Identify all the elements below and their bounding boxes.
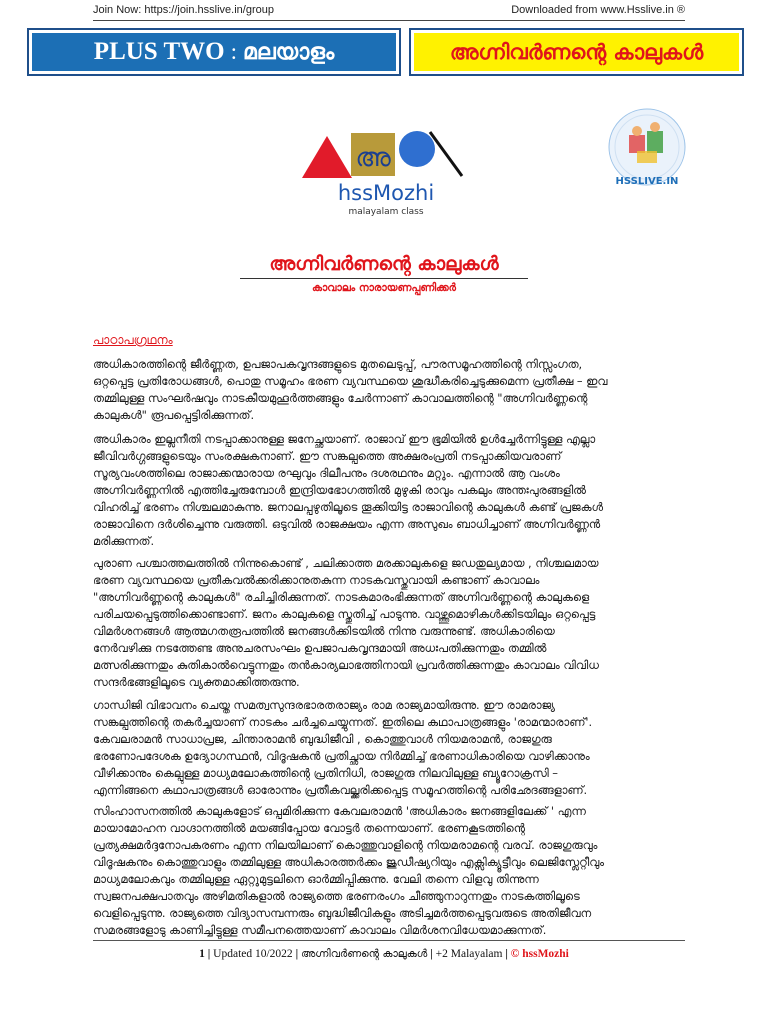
course-label: PLUS TWO — [93, 38, 225, 65]
blue-circle — [399, 131, 435, 167]
subject-label: മലയാളം — [243, 39, 335, 65]
paragraph-line: രാജാവിനെ ദർശിച്ചെന്നു വരുത്തി. ഒടുവിൽ രാജക്ഷയം എന്ന അസുഖം ബാധിച്ചാണ് അഗ്നിവർണ്ണൻ — [93, 517, 601, 531]
page-number: 1 — [199, 948, 205, 960]
course-banner — [27, 28, 401, 76]
footer-chapter: അഗ്നിവർണന്റെ കാലുകൾ — [300, 948, 428, 960]
paragraph-line: വിഹരിച്ച് ഭരണം നിശ്ചലമാകുന്നു. ജനാലപ്പഴുതിലൂടെ തൂക്കിയിട്ട രാജാവിന്റെ കാലുകൾ കണ്ട് പ്രജകൾ — [93, 500, 603, 514]
paragraph-line: അധികാരത്തിന്റെ ജീർണ്ണത, ഉപജാപകവൃന്ദങ്ങളുടെ മുതലെടുപ്പ്, പൗരസമൂഹത്തിന്റെ നിസ്സംഗത, — [93, 357, 583, 371]
paragraph-line: "അഗ്നിവർണ്ണന്റെ കാലുകൾ" രചിച്ചിരിക്കുന്നത്. നാടകമാരംഭിക്കുന്നത് അഗ്നിവർണ്ണന്റെ കാലുകളെ — [93, 590, 590, 604]
paragraph-line: മരിക്കുന്നത്. — [93, 534, 155, 548]
footer-brand: © hssMozhi — [510, 948, 569, 960]
logo-mark: അ — [355, 143, 391, 173]
footer-separator: | — [430, 948, 433, 960]
paragraph-4 — [93, 697, 686, 799]
document-title: അഗ്നിവർണന്റെ കാലുകൾ — [269, 253, 499, 275]
footer-separator: | — [505, 948, 508, 960]
triangle-shape — [302, 136, 352, 178]
logo-subtitle: malayalam class — [348, 207, 424, 217]
paragraph-line: ഒറ്റപ്പെട്ട പ്രതിരോധങ്ങൾ, പൊതു സമൂഹം ഭരണ വ്യവസ്ഥയെ ശുദ്ധീകരിച്ചെടുക്കുമെന്ന പ്രതീക്ഷ – ഇവ — [93, 374, 608, 388]
paragraph-line: സ്വജനപക്ഷപാതവും അഴിമതികളാൽ രാജ്യത്തെ ഭരണരംഗം ചീഞ്ഞുനാറുന്നതും നാടകത്തിലൂടെ — [93, 889, 580, 903]
footer-subject: +2 Malayalam — [435, 948, 503, 960]
page-footer — [0, 948, 768, 961]
paragraph-line: വീഴിക്കാനും കെല്പുള്ള മാധ്യമലോകത്തിന്റെ പ്രതിനിധി, രാജഗുരു നിലവിലുള്ള ബ്യൂറോക്രസി – — [93, 766, 558, 780]
paragraph-line: മായാമോഹന വാഗ്ദാനത്തിൽ മയങ്ങിപ്പോയ വോട്ടർ തന്നെയാണ്. ഭരണകൂടത്തിന്റെ — [93, 821, 525, 835]
paragraph-line: എന്നിങ്ങനെ കഥാപാത്രങ്ങൾ ഓരോന്നും പ്രതീകവല്ക്കരിക്കപ്പെട്ട സമൂഹത്തിന്റെ പരിഛേദങ്ങളാണ്. — [93, 783, 588, 797]
paragraph-line: മത്സരിക്കുന്നതും കുതികാൽവെട്ടുന്നതും തൻകാര്യലാഭത്തിനായി പ്രവർത്തിക്കുന്നതും കാവാലം വിവിധ — [93, 658, 599, 672]
paragraph-line: പുരാണ പശ്ചാത്തലത്തിൽ നിന്നുകൊണ്ട് , ചലിക്കാത്ത മരക്കാലുകളെ ജഡതുല്യമായ , നിശ്ചലമായ — [93, 556, 599, 570]
paragraph-line: ഭരണ വ്യവസ്ഥയെ പ്രതീകവൽക്കരിക്കാനുതകുന്ന നാടകവസ്തുവായി കണ്ടാണ് കാവാലം — [93, 573, 540, 587]
logo-name: hssMozhi — [337, 181, 435, 205]
chapter-banner — [409, 28, 744, 76]
footer-updated: Updated 10/2022 — [213, 948, 293, 960]
paragraph-line: നേർവഴിക്കു നടത്തേണ്ട അനുചരസംഘം ഉപജാപകവൃന്ദമായി അധഃപതിക്കുന്നതും തമ്മിൽ — [93, 641, 547, 655]
badge-label: HSSLIVE.IN — [615, 176, 679, 187]
paragraph-line: ഭരണോപദേശക ഉദ്യോഗസ്ഥൻ, വിദൂഷകൻ പ്രതിച്ഛായ നിർമ്മിച്ച് ഭരണാധികാരിയെ വാഴിക്കാനും — [93, 749, 590, 763]
footer-separator: | — [295, 948, 299, 960]
footer-divider — [93, 940, 685, 941]
paragraph-line: സമരങ്ങളോടു കാണിച്ചിട്ടുള്ള സമീപനത്തെയാണ് കാവാലം വിമർശനവിധേയമാക്കുന്നത്. — [93, 923, 547, 937]
author-name: കാവാലം നാരായണപ്പണിക്കർ — [311, 282, 457, 294]
chapter-label: അഗ്നിവർണന്റെ കാലുകൾ — [414, 33, 739, 71]
paragraph-line: വിദൂഷകനും കൊത്തുവാളും തമ്മിലുള്ള അധികാരത്തർക്കം ജുഡീഷ്യറിയും എക്സിക്യൂട്ടീവും ലെജിസ്ലേറ്റീവും — [93, 855, 604, 869]
paragraph-line: അഗ്നിവർണ്ണനിൽ എത്തിച്ചേരുമ്പോൾ ഇന്ദ്രിയഭോഗത്തിൽ മുഴുകി രാവും പകലും അന്തഃപുരങ്ങളിൽ — [93, 483, 586, 497]
paragraph-line: സൂര്യവംശത്തിലെ രാജാക്കന്മാരായ രഘുവും ദിലീപനും ദശരഥനും മറ്റും. എന്നാൽ ആ വംശം — [93, 466, 560, 480]
paragraph-line: സന്ദർഭങ്ങളിലൂടെ വ്യക്തമാക്കിത്തരുന്നു. — [93, 675, 300, 689]
paragraph-line: കാലുകൾ" രൂപപ്പെട്ടിരിക്കുന്നത്. — [93, 408, 255, 422]
paragraph-line: പരിചയപ്പെടുത്തിക്കൊണ്ടാണ്. ജനം കാലുകളെ സ്തുതിച്ച് പാടുന്നു. വാഴ്ത്തുമൊഴികൾക്കിടയിലും ഒറ്റപ്പെട്ട — [93, 607, 596, 621]
paragraph-line: വിമർശനങ്ങൾ ആത്മഗതരൂപത്തിൽ ജനങ്ങൾക്കിടയിൽ നിന്നു വരുന്നുണ്ട്. അധികാരിയെ — [93, 624, 555, 638]
paragraph-line: ഗാന്ധിജി വിഭാവനം ചെയ്ത സമത്വസുന്ദരഭാരതരാജ്യം രാമ രാജ്യമായിരുന്നു. ഈ രാമരാജ്യ — [93, 698, 555, 712]
paragraph-line: വെളിപ്പെടുന്നു. രാജ്യത്തെ വിദ്യാസമ്പന്നരും ബുദ്ധിജീവികളും അടിച്ചമർത്തപ്പെടുവരുടെ അതിജീവന — [93, 906, 592, 920]
paragraph-line: കേവലരാമൻ സാധാപ്രജ, ചിന്താരാമൻ ബുദ്ധിജീവി , കൊത്തുവാൾ നിയമരാമൻ, രാജഗുരു — [93, 732, 552, 746]
paragraph-line: അധികാരം ഇല്ലനീതി നടപ്പാക്കാനുള്ള ജനേച്ഛയാണ്. രാജാവ് ഈ ഭൂമിയിൽ ഉൾച്ചേർന്നിട്ടുള്ള എല്ലാ — [93, 432, 596, 446]
footer-separator: | — [207, 948, 211, 960]
hsslive-badge — [605, 105, 690, 200]
download-source[interactable]: Downloaded from www.Hsslive.in ® — [511, 4, 685, 16]
slash-line — [430, 132, 462, 176]
join-link[interactable]: Join Now: https://join.hsslive.in/group — [93, 4, 274, 16]
paragraph-2 — [93, 431, 686, 550]
top-divider — [93, 20, 685, 21]
paragraph-1 — [93, 356, 686, 424]
paragraph-line: മാധ്യമലോകവും തമ്മിലുള്ള ഏറ്റുമുട്ടലിനെ ഓർമ്മിപ്പിക്കുന്നു. വേലി തന്നെ വിളവു തിന്നുന്ന — [93, 872, 539, 886]
paragraph-line: തമ്മിലുള്ള സംഘർഷവും നാടകീയമുഹൂർത്തങ്ങളും ചേർന്നാണ് കാവാലത്തിന്റെ "അഗ്നിവർണ്ണന്റെ — [93, 391, 588, 405]
section-heading: പാഠാപഗ്രഥനം — [93, 333, 173, 347]
paragraph-line: സിംഹാസനത്തിൽ കാലുകളോട് ഒപ്പമിരിക്കുന്ന കേവലരാമൻ 'അധികാരം ജനങ്ങളിലേക്ക് ' എന്ന — [93, 804, 586, 818]
paragraph-line: സങ്കല്പത്തിന്റെ തകർച്ചയാണ് നാടകം ചർച്ചചെയ്യുന്നത്. ഇതിലെ കഥാപാത്രങ്ങളും 'രാമന്മാരാണ്'. — [93, 715, 593, 729]
paragraph-3 — [93, 555, 686, 691]
paragraph-line: പ്രത്യക്ഷമർദ്ദനോപകരണം എന്ന നിലയിലാണ് കൊത്തുവാളിന്റെ നിയമരാമന്റെ വരവ്. രാജഗുരുവും — [93, 838, 598, 852]
paragraph-5 — [93, 803, 686, 939]
paragraph-line: ജീവിവർഗ്ഗങ്ങളുടെയും സംരക്ഷകനാണ്. ഈ സങ്കല്പത്തെ അക്ഷരംപ്രതി നടപ്പാക്കിയവരാണ് — [93, 449, 562, 463]
title-underline — [240, 278, 528, 279]
hssmozhi-logo — [300, 128, 472, 234]
course-separator: : — [230, 39, 238, 64]
top-bar — [93, 4, 685, 20]
